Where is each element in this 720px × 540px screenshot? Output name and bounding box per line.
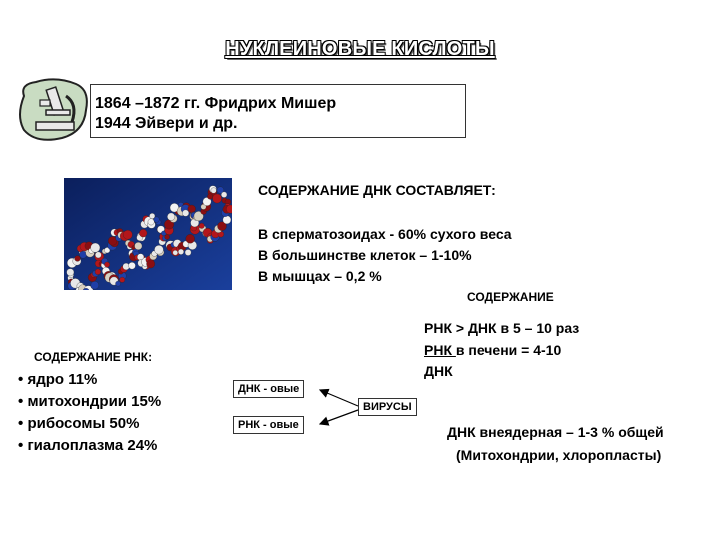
dna-atom bbox=[185, 249, 191, 255]
dna-atom bbox=[91, 243, 100, 252]
dna-virus-box: ДНК - овые bbox=[233, 380, 304, 398]
rna-content-heading: СОДЕРЖАНИЕ РНК: bbox=[34, 350, 153, 364]
bullet-icon: • bbox=[18, 371, 24, 388]
dna-atom bbox=[221, 192, 227, 198]
rna-underlined: РНК bbox=[424, 342, 456, 358]
dna-atom bbox=[67, 269, 74, 276]
list-item-text: ядро 11% bbox=[27, 371, 98, 388]
extranuclear-dna: ДНК внеядерная – 1-3 % общей bbox=[447, 424, 664, 440]
dna-content-heading: СОДЕРЖАНИЕ ДНК СОСТАВЛЯЕТ: bbox=[258, 182, 496, 198]
list-item-text: гиалоплазма 24% bbox=[27, 437, 158, 454]
dna-atom bbox=[120, 277, 125, 282]
rna-dna-ratio: РНК > ДНК в 5 – 10 раз bbox=[424, 320, 580, 336]
page-title: НУКЛЕИНОВЫЕ КИСЛОТЫ bbox=[225, 38, 495, 60]
bullet-icon: • bbox=[18, 437, 24, 454]
dna-molecule-image bbox=[64, 178, 232, 290]
dna-atom bbox=[213, 194, 222, 203]
dna-atom bbox=[95, 252, 101, 258]
virus-box: ВИРУСЫ bbox=[358, 398, 417, 416]
dna-content-item: В сперматозоидах - 60% сухого веса bbox=[258, 226, 512, 242]
microscope-icon bbox=[16, 76, 92, 144]
dna-atom bbox=[207, 194, 213, 200]
dna-atom bbox=[147, 260, 155, 268]
dna-atom bbox=[165, 235, 170, 240]
list-item bbox=[18, 413, 161, 435]
dna-atom bbox=[116, 281, 121, 286]
dna-atom bbox=[129, 262, 136, 269]
dna-atom bbox=[182, 210, 189, 217]
content-label: СОДЕРЖАНИЕ bbox=[467, 290, 554, 304]
arrow-to-rna bbox=[320, 410, 358, 424]
list-item bbox=[18, 391, 161, 413]
history-line-2: 1944 Эйвери и др. bbox=[95, 115, 238, 132]
dna-atom bbox=[178, 249, 184, 255]
dna-atom bbox=[123, 230, 132, 239]
extranuclear-organelles: (Митохондрии, хлоропласты) bbox=[456, 447, 662, 463]
virus-arrows bbox=[300, 378, 370, 434]
dna-atom bbox=[148, 219, 154, 225]
dna-atom bbox=[95, 269, 101, 275]
list-item-text: рибосомы 50% bbox=[27, 415, 140, 432]
dna-atom bbox=[91, 281, 99, 289]
arrow-to-dna bbox=[320, 390, 358, 406]
dna-atom bbox=[199, 223, 204, 228]
rna-virus-box: РНК - овые bbox=[233, 416, 304, 434]
dna-atom bbox=[135, 242, 143, 250]
dna-atom bbox=[75, 256, 81, 262]
bullet-icon: • bbox=[18, 393, 24, 410]
dna-content-item: В мышцах – 0,2 % bbox=[258, 268, 382, 284]
list-item bbox=[18, 435, 161, 457]
dna-content-item: В большинстве клеток – 1-10% bbox=[258, 247, 472, 263]
dna-atom bbox=[211, 188, 217, 194]
rna-liver-text: в печени = 4-10 bbox=[455, 342, 562, 358]
rna-dna-liver bbox=[424, 342, 561, 358]
dna-atom bbox=[188, 205, 196, 213]
dna-atom bbox=[104, 262, 109, 267]
history-box bbox=[90, 84, 466, 138]
rna-dna-dna: ДНК bbox=[424, 363, 453, 379]
dna-atom bbox=[154, 245, 163, 254]
bullet-icon: • bbox=[18, 415, 24, 432]
rna-content-list bbox=[18, 369, 161, 457]
list-item bbox=[18, 369, 161, 391]
dna-atom bbox=[186, 234, 195, 243]
history-line-1: 1864 –1872 гг. Фридрих Мишер bbox=[95, 95, 337, 112]
dna-atom bbox=[167, 213, 175, 221]
dna-atom bbox=[139, 229, 147, 237]
dna-atom bbox=[223, 216, 231, 224]
dna-atom bbox=[154, 217, 160, 223]
list-item-text: митохондрии 15% bbox=[27, 393, 162, 410]
